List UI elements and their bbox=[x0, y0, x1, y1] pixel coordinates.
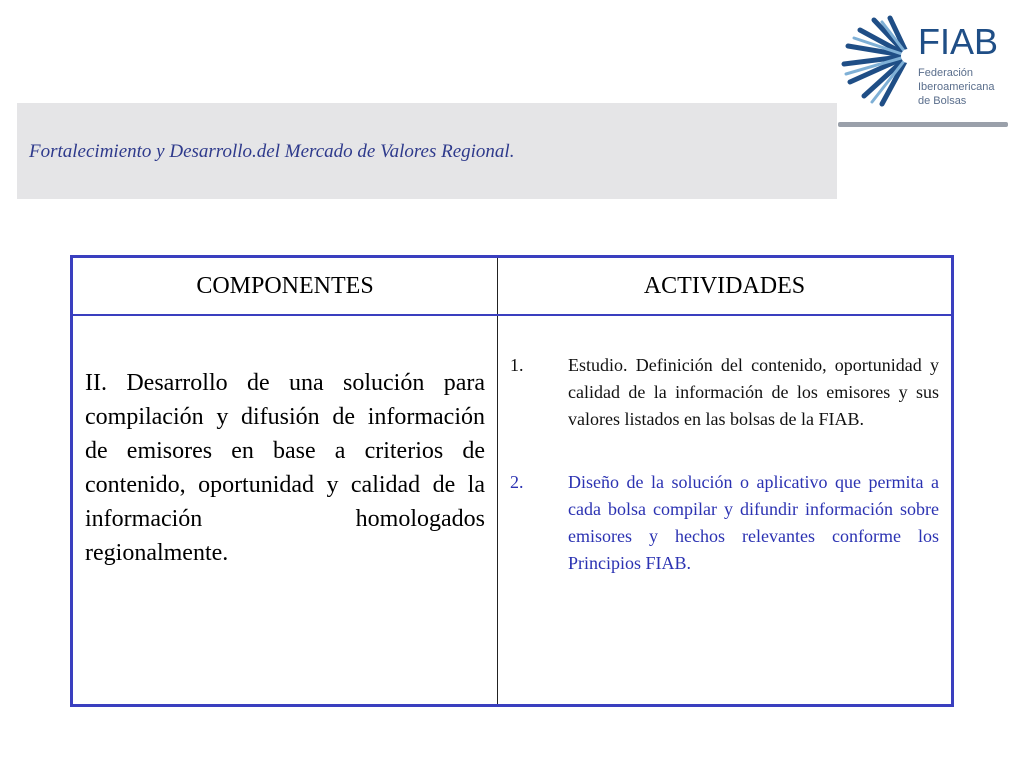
header-activities: ACTIVIDADES bbox=[498, 257, 953, 316]
logo-underline bbox=[838, 122, 1008, 127]
component-text: II. Desarrollo de una solución para compilación y difusión de información de emisores en base a criterios de contenido, oportunidad y calidad de la información homologados regionalmente. bbox=[85, 370, 485, 566]
activity-number: 1. bbox=[510, 355, 524, 375]
logo-subtitle-line: Iberoamericana bbox=[918, 81, 995, 93]
activities-cell bbox=[498, 315, 953, 706]
activity-number: 2. bbox=[510, 472, 524, 492]
component-cell bbox=[72, 315, 498, 706]
activity-item bbox=[510, 469, 939, 577]
page-title: Fortalecimiento y Desarrollo.del Mercado de Valores Regional. bbox=[29, 141, 515, 162]
table-header-row bbox=[72, 257, 953, 316]
header-components: COMPONENTES bbox=[72, 257, 498, 316]
components-table bbox=[70, 255, 954, 707]
logo-name: FIAB bbox=[918, 21, 999, 62]
activity-item bbox=[510, 352, 939, 433]
table-row bbox=[72, 315, 953, 706]
logo-subtitle-line: Federación bbox=[918, 67, 974, 79]
logo-subtitle-line: de Bolsas bbox=[918, 95, 967, 107]
logo-subtitle bbox=[918, 66, 1008, 108]
activities-list bbox=[510, 352, 939, 577]
activity-text: Estudio. Definición del contenido, oportunidad y calidad de la información de los emisores y sus valores listados en las bolsas de la FIAB. bbox=[568, 355, 939, 429]
activity-text: Diseño de la solución o aplicativo que permita a cada bolsa compilar y difundir información sobre emisores y hechos relevantes conforme los Principios FIAB. bbox=[568, 472, 939, 573]
fiab-logo bbox=[838, 10, 1008, 135]
title-banner bbox=[17, 103, 837, 199]
starburst-icon bbox=[838, 10, 916, 110]
